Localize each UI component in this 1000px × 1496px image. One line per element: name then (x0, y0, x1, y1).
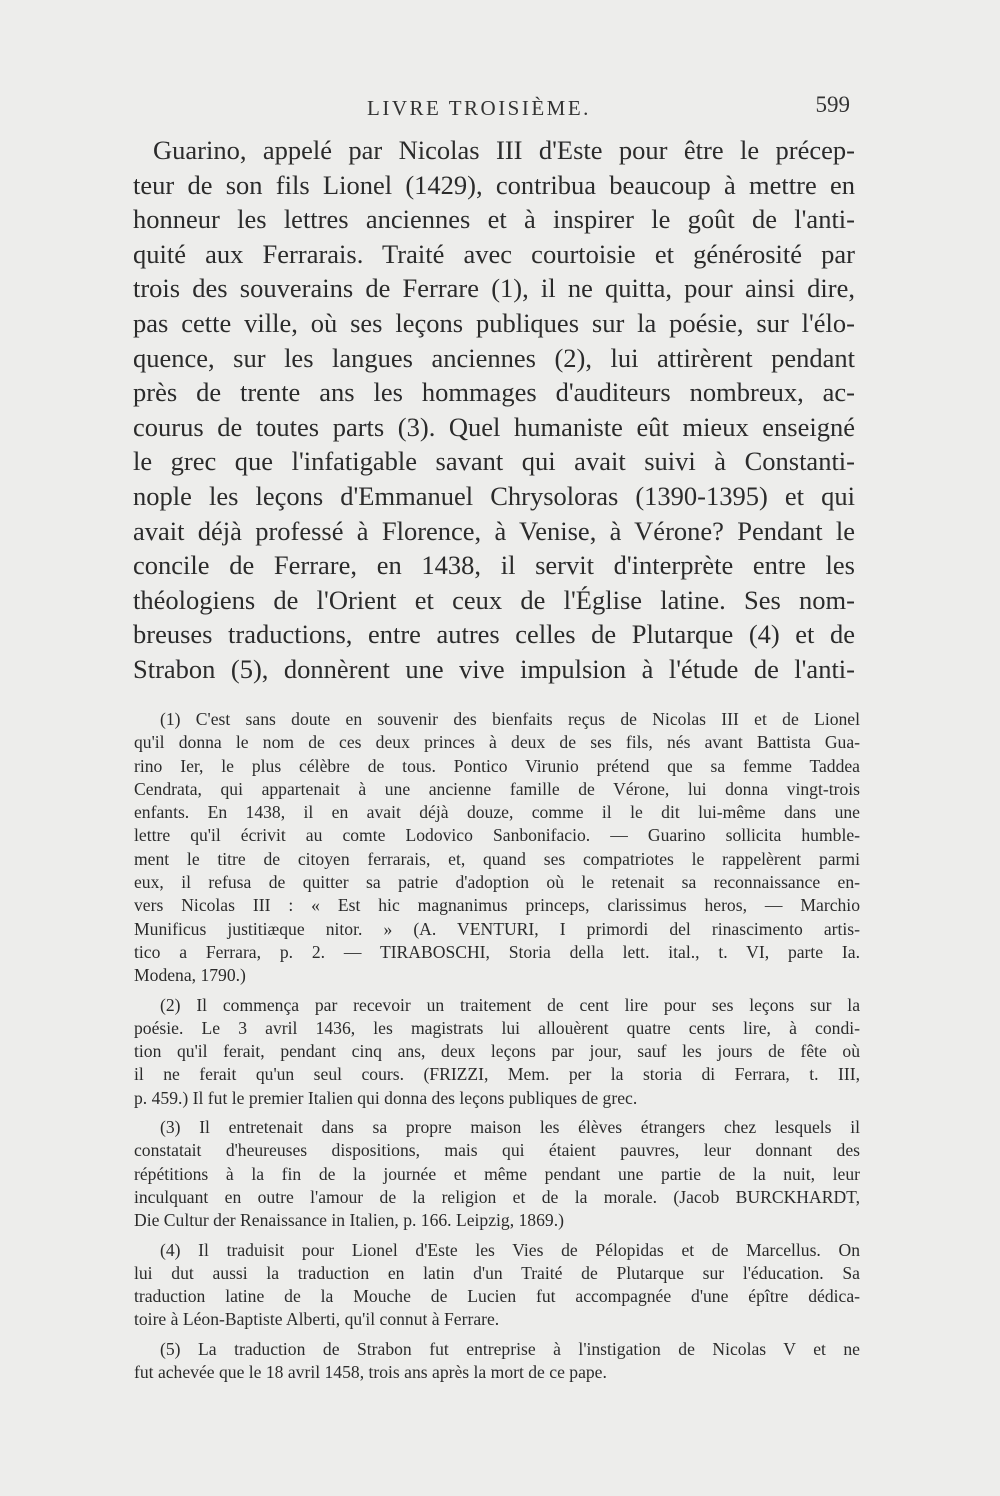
main-text-line: Strabon (5), donnèrent une vive impulsion à l'étude de l'anti- (133, 653, 855, 684)
main-text-line: le grec que l'infatigable savant qui avait suivi à Constanti- (133, 446, 855, 477)
main-text-line: théologiens de l'Orient et ceux de l'Église latine. Ses nom- (133, 584, 855, 615)
footnote-line: lettre qu'il écrivit au comte Lodovico Sanbonifacio. — Guarino sollicita humble- (134, 825, 860, 846)
main-text-line: quité aux Ferrarais. Traité avec courtoisie et générosité par (133, 238, 855, 269)
footnote-line: (1) C'est sans doute en souvenir des bienfaits reçus de Nicolas III et de Lionel (160, 709, 860, 729)
main-text-line: breuses traductions, entre autres celles de Plutarque (4) et de (133, 619, 855, 650)
footnote-line: vers Nicolas III : « Est hic magnanimus princeps, clarissimus heros, — Marchio (134, 895, 860, 916)
footnote-line: ment le titre de citoyen ferrarais, et, quand ses compatriotes le rappelèrent parmi (134, 848, 860, 869)
footnote-1 (134, 708, 860, 988)
main-text-line: quence, sur les langues anciennes (2), lui attirèrent pendant (133, 342, 855, 373)
footnote-line: lui dut aussi la traduction en latin d'un Traité de Plutarque sur l'éducation. Sa (134, 1262, 860, 1283)
page-header (135, 88, 850, 128)
main-text-line: honneur les lettres anciennes et à inspirer le goût de l'anti- (133, 204, 855, 235)
main-text-line: teur de son fils Lionel (1429), contribua beaucoup à mettre en (133, 169, 855, 200)
footnote-line: p. 459.) Il fut le premier Italien qui donna des leçons publiques de grec. (134, 1087, 638, 1108)
footnote-line: Cendrata, qui appartenait à une ancienne famille de Vérone, lui donna vingt-trois (134, 778, 860, 799)
footnote-line: tion qu'il ferait, pendant cinq ans, deux leçons par jour, sauf les jours de fête où (134, 1041, 860, 1062)
footnote-line: (3) Il entretenait dans sa propre maison les élèves étrangers chez lesquels il (160, 1117, 860, 1138)
footnote-line: traduction latine de la Mouche de Lucien fut accompagnée d'une épître dédica- (134, 1286, 860, 1307)
footnote-line: rino Ier, le plus célèbre de tous. Pontico Virunio prétend que sa femme Taddea (134, 755, 860, 776)
footnotes (134, 708, 860, 1384)
footnote-line: Die Cultur der Renaissance in Italien, p. 166. Leipzig, 1869.) (134, 1210, 564, 1231)
footnote-line: (4) Il traduisit pour Lionel d'Este les Vies de Pélopidas et de Marcellus. On (160, 1239, 860, 1260)
footnote-line: Modena, 1790.) (134, 965, 246, 986)
footnote-line: Munificus justitiæque nitor. » (A. VENTURI, I primordi del rinascimento artis- (134, 918, 860, 939)
footnote-line: constatait d'heureuses dispositions, mais qui étaient pauvres, leur donnant des (134, 1140, 860, 1161)
footnote-5 (134, 1338, 860, 1385)
footnote-line: enfants. En 1438, il en avait déjà douze, comme il le dit lui-même dans une (134, 802, 860, 823)
main-text-line: nople les leçons d'Emmanuel Chrysoloras (1390-1395) et qui (133, 480, 855, 511)
footnote-4 (134, 1239, 860, 1332)
main-text-line: avait déjà professé à Florence, à Venise, à Vérone? Pendant le (133, 515, 855, 546)
footnote-line: eux, il refusa de quitter sa patrie d'adoption où le retenait sa reconnaissance en- (134, 872, 860, 893)
main-text-line: courus de toutes parts (3). Quel humaniste eût mieux enseigné (133, 411, 855, 442)
footnote-line: il ne ferait qu'un seul cours. (FRIZZI, Mem. per la storia di Ferrara, t. III, (134, 1064, 860, 1085)
footnote-line: (2) Il commença par recevoir un traitement de cent lire pour ses leçons sur la (160, 994, 860, 1015)
page-number: 599 (815, 92, 850, 117)
footnote-line: inculquant en outre l'amour de la religion et de la morale. (Jacob BURCKHARDT, (134, 1186, 860, 1207)
main-text-line: concile de Ferrare, en 1438, il servit d'interprète entre les (133, 550, 855, 581)
main-text-line: Guarino, appelé par Nicolas III d'Este pour être le précep- (153, 135, 855, 165)
footnote-line: tico a Ferrara, p. 2. — TIRABOSCHI, Storia della lett. ital., t. VI, parte Ia. (134, 941, 860, 962)
footnote-2 (134, 994, 860, 1110)
main-text-line: trois des souverains de Ferrare (1), il ne quitta, pour ainsi dire, (133, 273, 855, 304)
footnote-line: poésie. Le 3 avril 1436, les magistrats lui allouèrent quatre cents lire, à condi- (134, 1017, 860, 1038)
main-text (133, 133, 855, 687)
footnote-3 (134, 1116, 860, 1232)
running-head: LIVRE TROISIÈME. (367, 96, 591, 120)
footnote-line: toire à Léon-Baptiste Alberti, qu'il connut à Ferrare. (134, 1309, 500, 1330)
footnote-line: qu'il donna le nom de ces deux princes à deux de ses fils, nés avant Battista Gua- (134, 732, 860, 753)
footnote-line: répétitions à la fin de la journée et même pendant une partie de la nuit, leur (134, 1163, 860, 1184)
main-text-line: pas cette ville, où ses leçons publiques sur la poésie, sur l'élo- (133, 307, 855, 338)
footnote-line: fut achevée que le 18 avril 1458, trois ans après la mort de ce pape. (134, 1362, 607, 1383)
footnote-line: (5) La traduction de Strabon fut entreprise à l'instigation de Nicolas V et ne (160, 1338, 860, 1359)
main-text-line: près de trente ans les hommages d'auditeurs nombreux, ac- (133, 377, 855, 408)
